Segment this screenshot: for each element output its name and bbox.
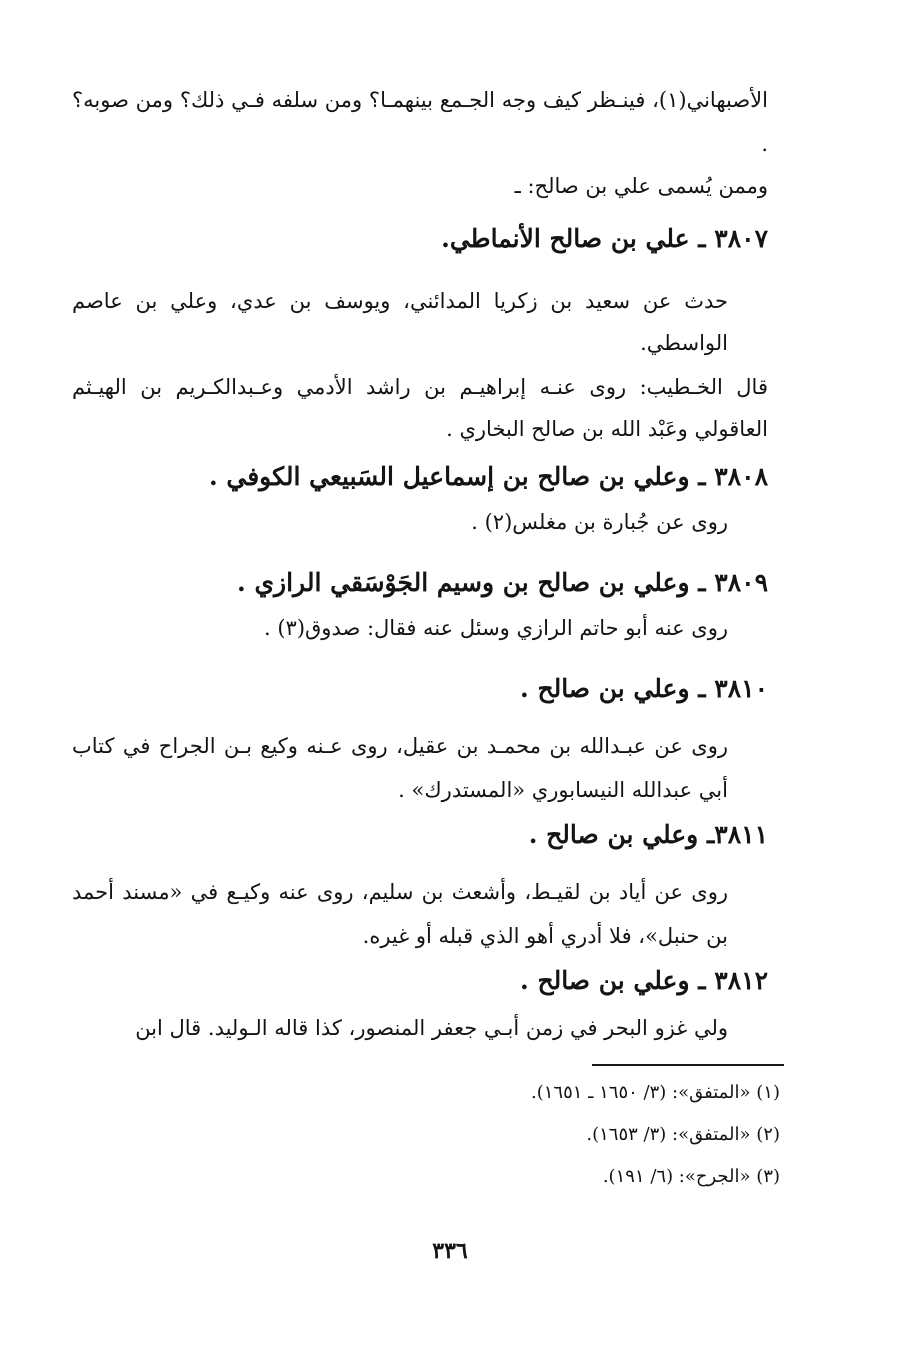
entry-3810-paragraph-1: روى عن عبـدالله بن محمـد بن عقيل، روى عـنه وكيع بـن الجراح في كتاب أبي عبدالله النيسابوري «المستدرك» .: [72, 734, 728, 802]
footnote-3: (٣) «الجرح»: (٦/ ١٩١).: [602, 1166, 780, 1187]
footnote-divider: [592, 1064, 784, 1066]
section-intro-line: وممن يُسمى علي بن صالح: ـ: [514, 174, 768, 198]
entry-3811-paragraph-1: روى عن أياد بن لقيـط، وأشعث بن سليم، روى عنه وكيـع في «مسند أحمد بن حنبل»، فلا أدري أهو الذي قبله أو غيره.: [72, 880, 728, 948]
entry-3812-paragraph-1: ولي غزو البحر في زمن أبـي جعفر المنصور، كذا قاله الـوليد. قال ابن: [135, 1016, 728, 1040]
entry-heading-3807: ٣٨٠٧ ـ علي بن صالح الأنماطي.: [441, 224, 768, 253]
entry-3809-paragraph-1: روى عنه أبو حاتم الرازي وسئل عنه فقال: صدوق(٣) .: [263, 616, 728, 640]
footnote-1: (١) «المتفق»: (٣/ ١٦٥٠ ـ ١٦٥١).: [530, 1082, 780, 1103]
entry-heading-3810: ٣٨١٠ ـ وعلي بن صالح .: [520, 674, 768, 703]
intro-paragraph: الأصبهاني(١)، فينـظر كيف وجه الجـمع بينهمـا؟ ومن سلفه فـي ذلك؟ ومن صوبه؟ .: [72, 88, 768, 156]
page-number: ٣٣٦: [432, 1238, 468, 1264]
entry-heading-3808: ٣٨٠٨ ـ وعلي بن صالح بن إسماعيل السَبيعي الكوفي .: [208, 462, 768, 491]
entry-heading-3812: ٣٨١٢ ـ وعلي بن صالح .: [520, 966, 768, 995]
entry-3807-paragraph-1: حدث عن سعيد بن زكريا المدائني، ويوسف بن عدي، وعلي بن عاصم الواسطي.: [72, 289, 728, 355]
entry-3808-paragraph-1: روى عن جُبارة بن مغلس(٢) .: [471, 510, 728, 534]
entry-heading-3811: ٣٨١١ـ وعلي بن صالح .: [528, 820, 768, 849]
footnote-2: (٢) «المتفق»: (٣/ ١٦٥٣).: [586, 1124, 780, 1145]
entry-heading-3809: ٣٨٠٩ ـ وعلي بن صالح بن وسيم الجَوْسَقي الرازي .: [237, 568, 768, 597]
entry-3807-paragraph-2: قال الخـطيب: روى عنـه إبراهيـم بن راشد الأدمي وعـبدالكـريم بن الهيـثم العاقولي وعَبْد الله بن صالح البخاري .: [72, 375, 768, 441]
